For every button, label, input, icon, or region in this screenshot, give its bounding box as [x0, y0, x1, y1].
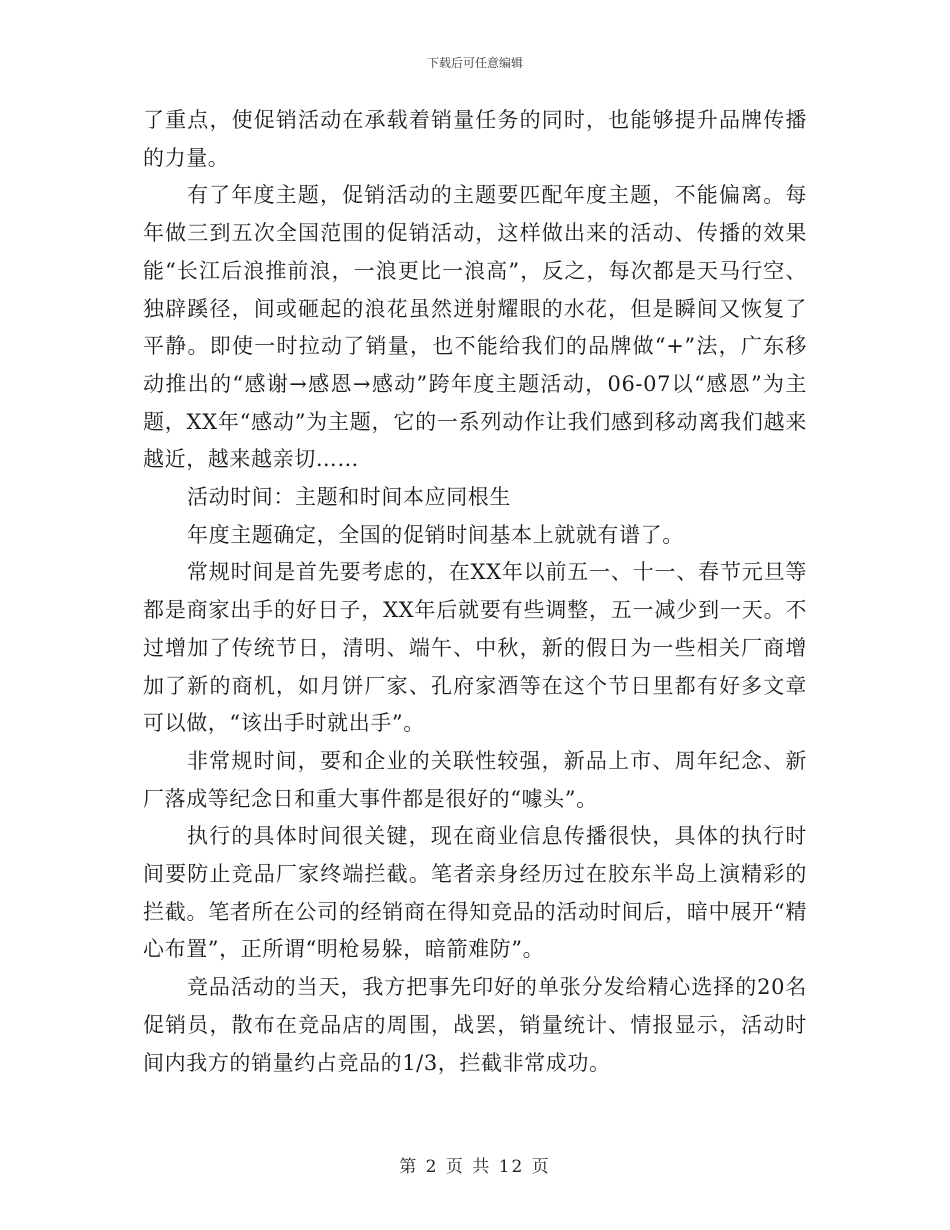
paragraph: 竞品活动的当天，我方把事先印好的单张分发给精心选择的20名促销员，散布在竞品店的周围，战罢，销量统计、情报显示，活动时间内我方的销量约占竞品的1/3，拦截非常成功。 — [143, 975, 807, 1075]
document-body — [143, 102, 807, 1082]
section-heading: 活动时间：主题和时间本应同根生 — [187, 485, 511, 510]
paragraph: 有了年度主题，促销活动的主题要匹配年度主题，不能偏离。每年做三到五次全国范围的促销活动，这样做出来的活动、传播的效果能“长江后浪推前浪，一浪更比一浪高”，反之，每次都是天马行空、独辟蹊径，间或砸起的浪花虽然迸射耀眼的水花，但是瞬间又恢复了平静。即使一时拉动了销量，也不能给我们的品牌做“+”法，广东移动推出的“感谢→感恩→感动”跨年度主题活动，06-07以“感恩”为主题，XX年“感动”为主题，它的一系列动作让我们感到移动离我们越来越近，越来越亲切…… — [143, 183, 807, 472]
paragraph: 非常规时间，要和企业的关联性较强，新品上市、周年纪念、新厂落成等纪念日和重大事件都是很好的“噱头”。 — [143, 748, 807, 811]
page-number: 第 2 页 共 12 页 — [399, 1157, 551, 1177]
paragraph: 常规时间是首先要考虑的，在XX年以前五一、十一、春节元旦等都是商家出手的好日子，XX年后就要有些调整，五一减少到一天。不过增加了传统节日，清明、端午、中秋，新的假日为一些相关厂商增加了新的商机，如月饼厂家、孔府家酒等在这个节日里都有好多文章可以做，“该出手时就出手”。 — [143, 560, 807, 736]
page-header: 下载后可任意编辑 — [426, 56, 523, 70]
paragraph: 执行的具体时间很关键，现在商业信息传播很快，具体的执行时间要防止竞品厂家终端拦截。笔者亲身经历过在胶东半岛上演精彩的拦截。笔者所在公司的经销商在得知竞品的活动时间后，暗中展开“精心布置”，正所谓“明枪易躲，暗箭难防”。 — [143, 824, 807, 962]
paragraph: 年度主题确定，全国的促销时间基本上就就有谱了。 — [187, 522, 684, 547]
paragraph: 了重点，使促销活动在承载着销量任务的同时，也能够提升品牌传播的力量。 — [143, 108, 807, 170]
